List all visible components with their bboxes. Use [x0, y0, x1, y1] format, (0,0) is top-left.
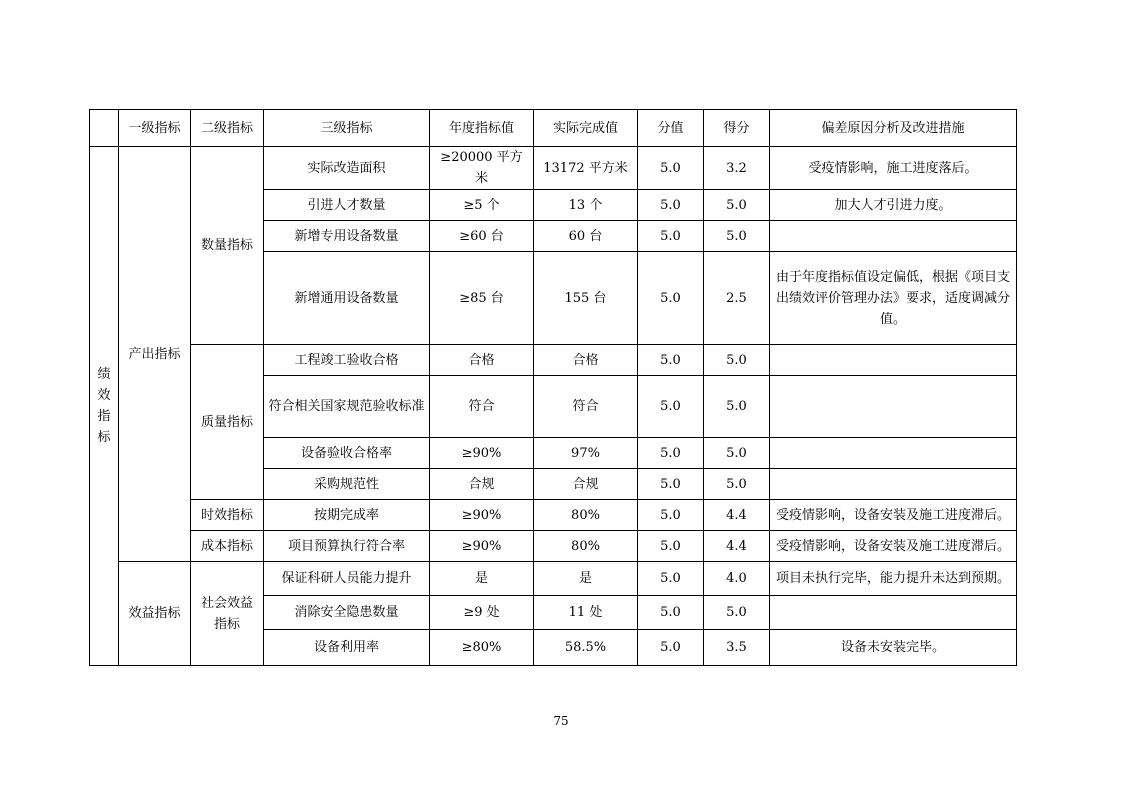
level1-output: 产出指标	[119, 147, 191, 562]
actual-cell: 11 处	[534, 596, 638, 630]
target-cell: ≥60 台	[430, 221, 534, 252]
score-value-cell: 5.0	[638, 252, 704, 345]
score-cell: 3.5	[704, 630, 770, 666]
target-cell: ≥80%	[430, 630, 534, 666]
actual-cell: 155 台	[534, 252, 638, 345]
score-value-cell: 5.0	[638, 376, 704, 438]
level2-quantity: 数量指标	[191, 147, 264, 345]
target-cell: ≥90%	[430, 531, 534, 562]
target-cell: ≥5 个	[430, 190, 534, 221]
header-actual: 实际完成值	[534, 110, 638, 147]
indicator-cell: 新增专用设备数量	[264, 221, 430, 252]
score-cell: 5.0	[704, 345, 770, 376]
note-cell: 由于年度指标值设定偏低，根据《项目支出绩效评价管理办法》要求，适度调减分值。	[770, 252, 1017, 345]
indicator-cell: 符合相关国家规范验收标准	[264, 376, 430, 438]
table-row	[90, 345, 1017, 376]
actual-cell: 是	[534, 562, 638, 596]
note-cell	[770, 438, 1017, 469]
indicator-cell: 消除安全隐患数量	[264, 596, 430, 630]
category-char: 标	[97, 430, 111, 445]
category-char: 指	[97, 409, 111, 424]
score-cell: 4.0	[704, 562, 770, 596]
score-cell: 3.2	[704, 147, 770, 190]
score-value-cell: 5.0	[638, 190, 704, 221]
score-cell: 5.0	[704, 596, 770, 630]
actual-cell: 80%	[534, 531, 638, 562]
target-cell: 合规	[430, 469, 534, 500]
indicator-cell: 新增通用设备数量	[264, 252, 430, 345]
score-value-cell: 5.0	[638, 531, 704, 562]
header-target: 年度指标值	[430, 110, 534, 147]
note-cell: 项目未执行完毕，能力提升未达到预期。	[770, 562, 1017, 596]
level2-timeliness: 时效指标	[191, 500, 264, 531]
actual-cell: 80%	[534, 500, 638, 531]
indicator-cell: 项目预算执行符合率	[264, 531, 430, 562]
header-score-value: 分值	[638, 110, 704, 147]
score-cell: 5.0	[704, 438, 770, 469]
note-cell	[770, 469, 1017, 500]
note-cell	[770, 221, 1017, 252]
table-row	[90, 562, 1017, 596]
score-cell: 5.0	[704, 221, 770, 252]
actual-cell: 合规	[534, 469, 638, 500]
indicator-cell: 工程竣工验收合格	[264, 345, 430, 376]
actual-cell: 58.5%	[534, 630, 638, 666]
note-cell: 加大人才引进力度。	[770, 190, 1017, 221]
score-value-cell: 5.0	[638, 596, 704, 630]
score-value-cell: 5.0	[638, 562, 704, 596]
target-cell: ≥90%	[430, 438, 534, 469]
header-level2: 二级指标	[191, 110, 264, 147]
header-level3: 三级指标	[264, 110, 430, 147]
category-char: 效	[97, 388, 111, 403]
note-cell	[770, 596, 1017, 630]
indicator-cell: 引进人才数量	[264, 190, 430, 221]
level2-social: 社会效益指标	[191, 562, 264, 666]
indicator-cell: 设备验收合格率	[264, 438, 430, 469]
actual-cell: 13 个	[534, 190, 638, 221]
actual-cell: 60 台	[534, 221, 638, 252]
score-cell: 5.0	[704, 376, 770, 438]
note-cell: 设备未安装完毕。	[770, 630, 1017, 666]
header-blank	[90, 110, 119, 147]
target-cell: 符合	[430, 376, 534, 438]
target-cell: ≥90%	[430, 500, 534, 531]
score-cell: 4.4	[704, 500, 770, 531]
header-note: 偏差原因分析及改进措施	[770, 110, 1017, 147]
score-value-cell: 5.0	[638, 345, 704, 376]
level2-quality: 质量指标	[191, 345, 264, 500]
score-value-cell: 5.0	[638, 147, 704, 190]
score-cell: 5.0	[704, 190, 770, 221]
table-header-row	[90, 110, 1017, 147]
score-value-cell: 5.0	[638, 438, 704, 469]
score-cell: 4.4	[704, 531, 770, 562]
table-row	[90, 147, 1017, 190]
score-cell: 2.5	[704, 252, 770, 345]
performance-indicator-table	[89, 109, 1017, 666]
level2-cost: 成本指标	[191, 531, 264, 562]
score-cell: 5.0	[704, 469, 770, 500]
page-number: 75	[553, 714, 569, 728]
table-row	[90, 500, 1017, 531]
score-value-cell: 5.0	[638, 469, 704, 500]
score-value-cell: 5.0	[638, 221, 704, 252]
note-cell	[770, 345, 1017, 376]
actual-cell: 合格	[534, 345, 638, 376]
note-cell: 受疫情影响，施工进度落后。	[770, 147, 1017, 190]
note-cell: 受疫情影响，设备安装及施工进度滞后。	[770, 531, 1017, 562]
level1-benefit: 效益指标	[119, 562, 191, 666]
indicator-cell: 设备利用率	[264, 630, 430, 666]
target-cell: 合格	[430, 345, 534, 376]
target-cell: 是	[430, 562, 534, 596]
note-cell	[770, 376, 1017, 438]
header-level1: 一级指标	[119, 110, 191, 147]
indicator-cell: 按期完成率	[264, 500, 430, 531]
note-cell: 受疫情影响，设备安装及施工进度滞后。	[770, 500, 1017, 531]
table-row	[90, 531, 1017, 562]
actual-cell: 97%	[534, 438, 638, 469]
indicator-cell: 采购规范性	[264, 469, 430, 500]
target-cell: ≥85 台	[430, 252, 534, 345]
score-value-cell: 5.0	[638, 500, 704, 531]
category-char: 绩	[97, 367, 111, 382]
category-cell	[90, 147, 119, 666]
score-value-cell: 5.0	[638, 630, 704, 666]
target-cell: ≥20000 平方米	[430, 147, 534, 190]
target-cell: ≥9 处	[430, 596, 534, 630]
actual-cell: 符合	[534, 376, 638, 438]
indicator-cell: 实际改造面积	[264, 147, 430, 190]
actual-cell: 13172 平方米	[534, 147, 638, 190]
header-score: 得分	[704, 110, 770, 147]
indicator-cell: 保证科研人员能力提升	[264, 562, 430, 596]
